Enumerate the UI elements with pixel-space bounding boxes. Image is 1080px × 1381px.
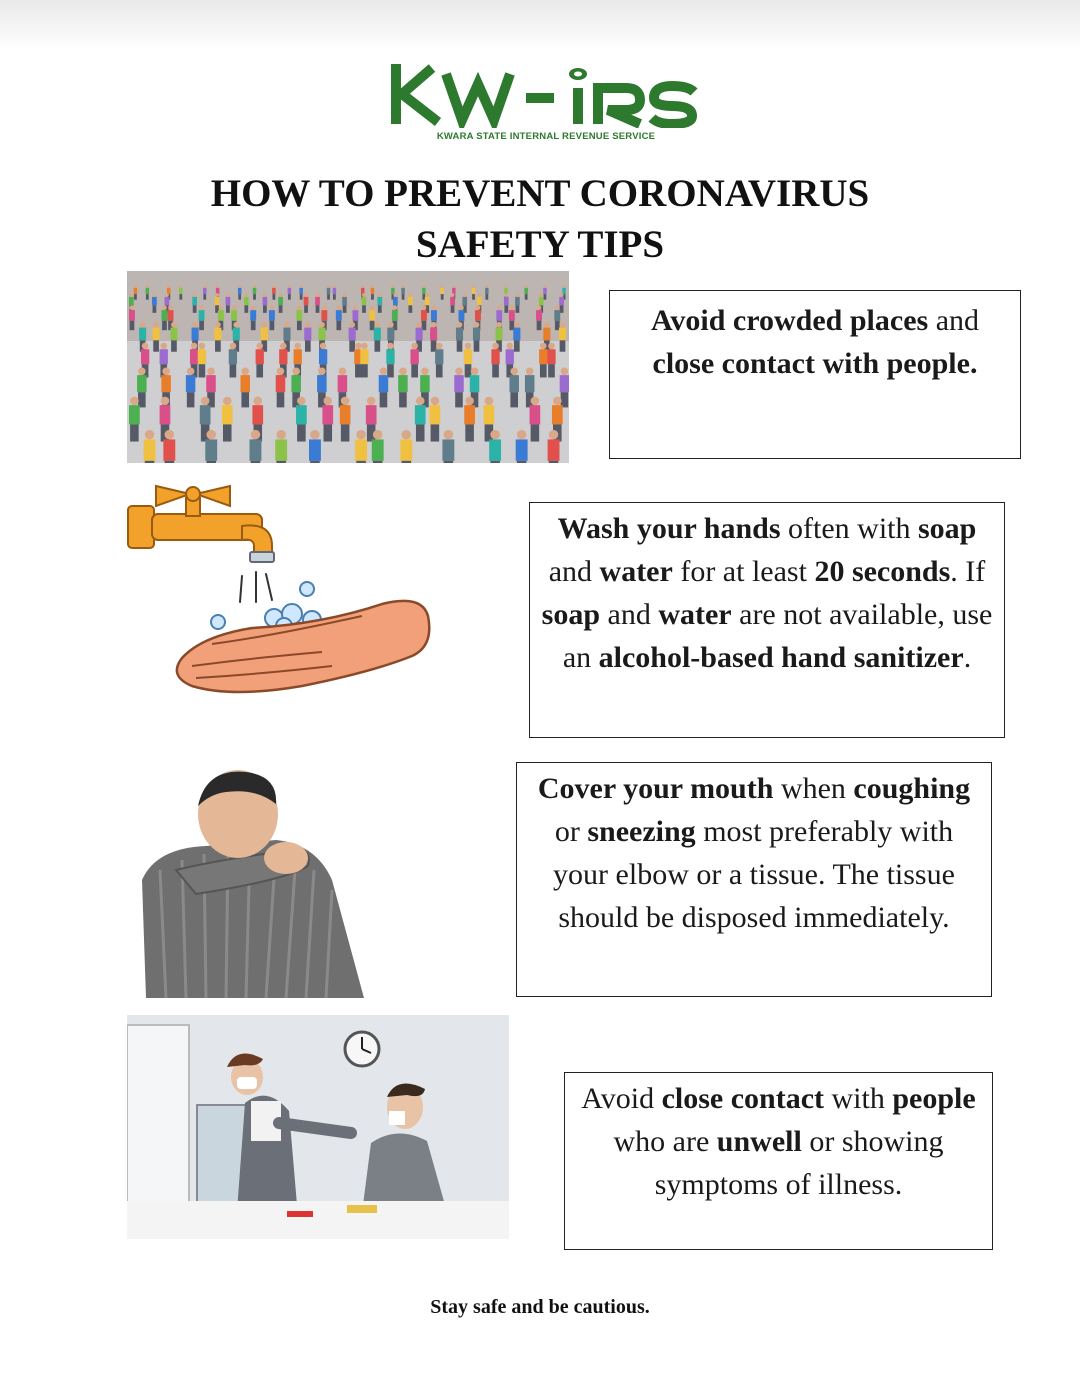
tip-text-segment: Wash your hands: [557, 512, 781, 545]
tip-avoid-sick-people: [564, 1072, 993, 1250]
coughing-man-photo: [136, 770, 364, 998]
top-shade: [0, 0, 1080, 50]
tip-text-segment: and: [928, 304, 980, 337]
kw-irs-logo: [388, 58, 704, 148]
tip-text-segment: with: [824, 1082, 893, 1115]
tip-avoid-crowds: [609, 290, 1021, 459]
tip-text-segment: soap: [918, 512, 977, 545]
tip-text-segment: water: [658, 598, 732, 631]
tip-text-segment: are not available, use an: [562, 598, 993, 674]
kw-irs-logo-mark: [388, 58, 704, 128]
tip-text-segment: often with: [780, 512, 918, 545]
tip-text-segment: who are: [613, 1125, 717, 1158]
tip-text: [538, 772, 970, 934]
office-sick-photo: [127, 1015, 509, 1239]
tip-text-segment: close contact with people.: [652, 347, 978, 380]
tip-text-segment: water: [599, 555, 673, 588]
tip-text-segment: .: [963, 641, 972, 674]
tip-text: [581, 1082, 975, 1201]
tip-text-segment: Avoid crowded places: [650, 304, 929, 337]
tip-text-segment: when: [773, 772, 854, 805]
title-line-1: HOW TO PREVENT CORONAVIRUS: [210, 172, 870, 215]
page-title: [0, 168, 1080, 270]
tip-text-segment: Avoid: [581, 1082, 662, 1115]
tip-text-segment: Cover your mouth: [537, 772, 774, 805]
tip-text: [542, 512, 993, 674]
tip-text: [651, 304, 979, 380]
tip-text-segment: and: [600, 598, 659, 631]
footer-message: Stay safe and be cautious.: [430, 1296, 650, 1318]
title-line-2: SAFETY TIPS: [415, 223, 665, 266]
tip-text-segment: unwell: [716, 1125, 802, 1158]
tip-text-segment: alcohol-based hand sanitizer: [598, 641, 964, 674]
tip-text-segment: close contact: [661, 1082, 825, 1115]
tip-text-segment: . If: [950, 555, 986, 588]
logo-subtitle: KWARA STATE INTERNAL REVENUE SERVICE: [436, 131, 656, 142]
tip-cover-mouth: [516, 762, 992, 997]
tip-text-segment: or: [554, 815, 588, 848]
tip-text-segment: and: [548, 555, 600, 588]
tip-text-segment: or showing symptoms of illness.: [654, 1125, 944, 1201]
crowd-photo: [127, 271, 569, 463]
tip-text-segment: sneezing: [587, 815, 696, 848]
tip-text-segment: coughing: [853, 772, 971, 805]
tip-text-segment: 20 seconds: [814, 555, 951, 588]
handwash-illustration: [122, 476, 440, 710]
tip-text-segment: people: [892, 1082, 976, 1115]
tip-text-segment: most preferably with your elbow or a tissue. The tissue should be disposed immediately.: [553, 815, 955, 934]
tip-text-segment: soap: [541, 598, 600, 631]
tip-text-segment: for at least: [672, 555, 815, 588]
tip-wash-hands: [529, 502, 1005, 738]
